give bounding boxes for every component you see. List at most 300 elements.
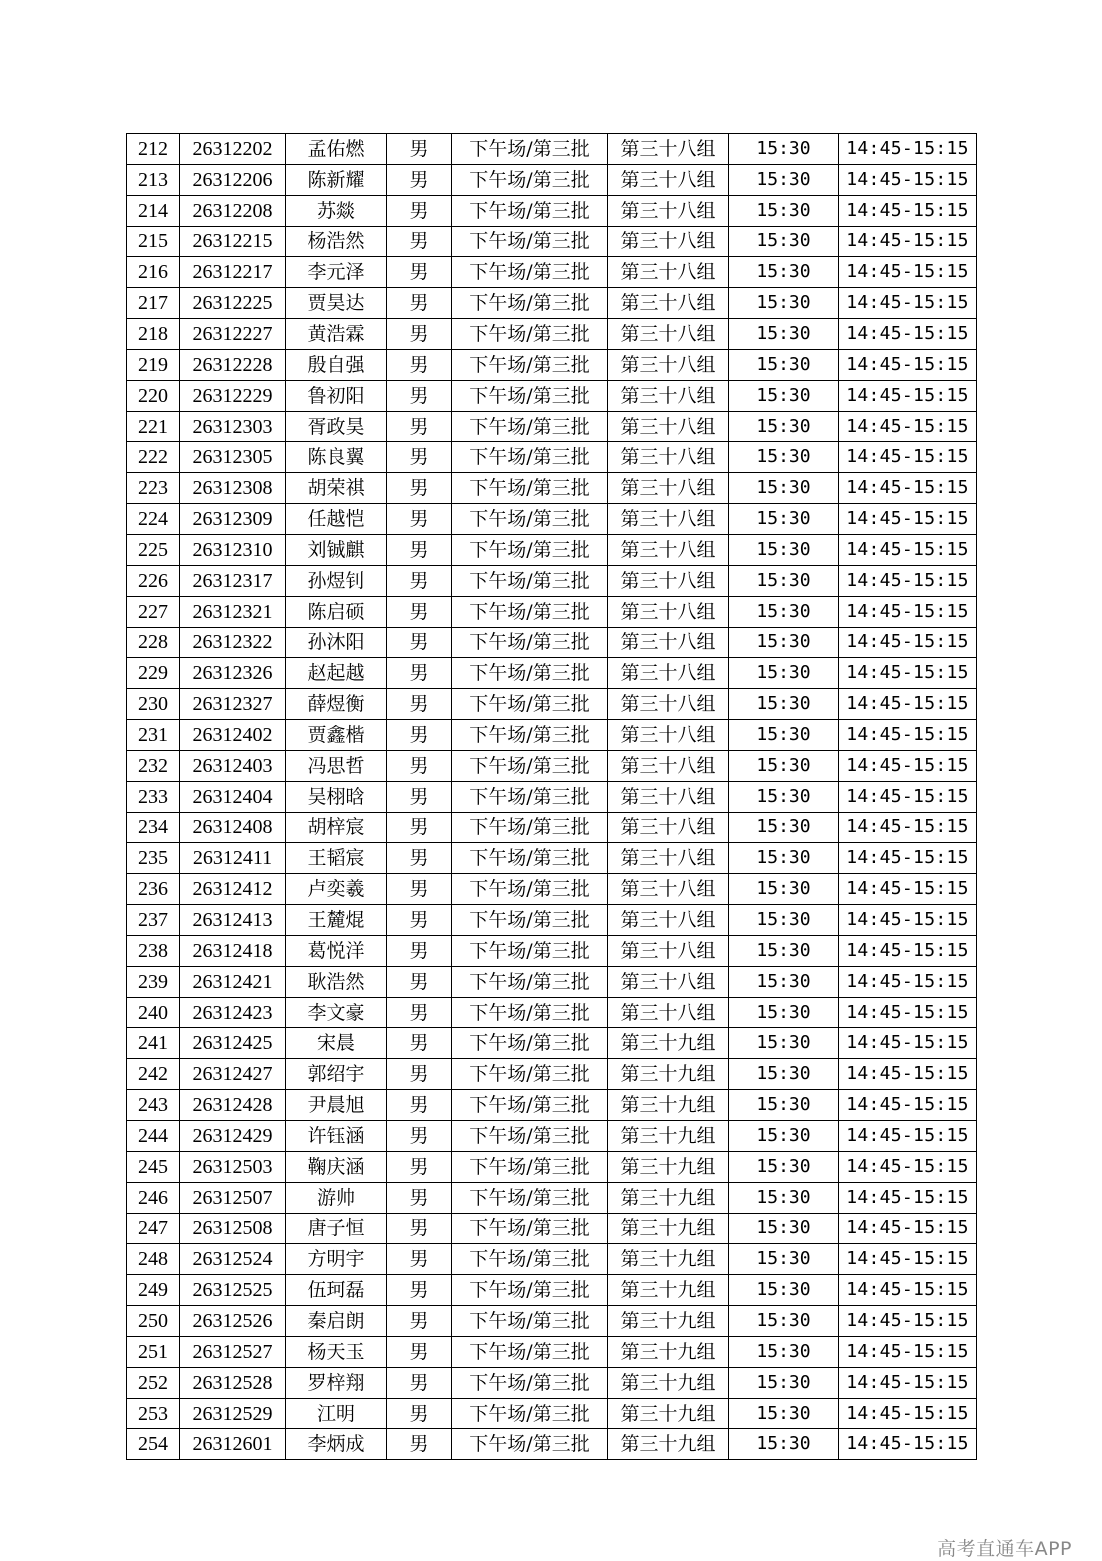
cell-time-window: 14:45-15:15 xyxy=(839,1090,977,1121)
cell-check-in-time: 15:30 xyxy=(729,966,839,997)
table-row xyxy=(127,720,977,751)
table-row xyxy=(127,1398,977,1429)
cell-group: 第三十八组 xyxy=(608,257,729,288)
cell-group: 第三十八组 xyxy=(608,689,729,720)
cell-session-batch: 下午场/第三批 xyxy=(452,1275,608,1306)
cell-session-batch: 下午场/第三批 xyxy=(452,473,608,504)
cell-serial-number: 250 xyxy=(127,1306,180,1337)
cell-time-window: 14:45-15:15 xyxy=(839,349,977,380)
cell-candidate-name: 胡梓宸 xyxy=(286,812,387,843)
cell-group: 第三十九组 xyxy=(608,1151,729,1182)
cell-time-window: 14:45-15:15 xyxy=(839,720,977,751)
cell-check-in-time: 15:30 xyxy=(729,380,839,411)
cell-session-batch: 下午场/第三批 xyxy=(452,905,608,936)
cell-candidate-name: 苏燚 xyxy=(286,195,387,226)
cell-candidate-name: 秦启朗 xyxy=(286,1306,387,1337)
cell-candidate-name: 赵起越 xyxy=(286,658,387,689)
cell-gender: 男 xyxy=(387,226,452,257)
cell-serial-number: 229 xyxy=(127,658,180,689)
cell-group: 第三十八组 xyxy=(608,596,729,627)
cell-time-window: 14:45-15:15 xyxy=(839,1028,977,1059)
cell-candidate-name: 陈启硕 xyxy=(286,596,387,627)
cell-time-window: 14:45-15:15 xyxy=(839,1367,977,1398)
cell-check-in-time: 15:30 xyxy=(729,1121,839,1152)
cell-candidate-name: 贾昊达 xyxy=(286,288,387,319)
cell-candidate-id: 26312208 xyxy=(180,195,286,226)
cell-gender: 男 xyxy=(387,1336,452,1367)
cell-check-in-time: 15:30 xyxy=(729,750,839,781)
cell-check-in-time: 15:30 xyxy=(729,812,839,843)
cell-check-in-time: 15:30 xyxy=(729,1028,839,1059)
cell-candidate-id: 26312317 xyxy=(180,565,286,596)
cell-session-batch: 下午场/第三批 xyxy=(452,1028,608,1059)
cell-candidate-name: 尹晨旭 xyxy=(286,1090,387,1121)
cell-check-in-time: 15:30 xyxy=(729,349,839,380)
cell-session-batch: 下午场/第三批 xyxy=(452,257,608,288)
table-row xyxy=(127,380,977,411)
cell-candidate-id: 26312508 xyxy=(180,1213,286,1244)
cell-time-window: 14:45-15:15 xyxy=(839,1182,977,1213)
cell-group: 第三十九组 xyxy=(608,1090,729,1121)
cell-serial-number: 246 xyxy=(127,1182,180,1213)
cell-group: 第三十八组 xyxy=(608,164,729,195)
cell-serial-number: 249 xyxy=(127,1275,180,1306)
cell-group: 第三十八组 xyxy=(608,781,729,812)
cell-serial-number: 226 xyxy=(127,565,180,596)
cell-candidate-id: 26312601 xyxy=(180,1429,286,1460)
cell-session-batch: 下午场/第三批 xyxy=(452,1367,608,1398)
cell-serial-number: 223 xyxy=(127,473,180,504)
cell-check-in-time: 15:30 xyxy=(729,627,839,658)
cell-check-in-time: 15:30 xyxy=(729,1275,839,1306)
cell-gender: 男 xyxy=(387,627,452,658)
cell-session-batch: 下午场/第三批 xyxy=(452,997,608,1028)
table-row xyxy=(127,812,977,843)
cell-serial-number: 238 xyxy=(127,935,180,966)
cell-candidate-name: 薛煜衡 xyxy=(286,689,387,720)
cell-gender: 男 xyxy=(387,1059,452,1090)
cell-check-in-time: 15:30 xyxy=(729,1336,839,1367)
cell-serial-number: 236 xyxy=(127,874,180,905)
cell-gender: 男 xyxy=(387,1244,452,1275)
cell-gender: 男 xyxy=(387,1121,452,1152)
cell-check-in-time: 15:30 xyxy=(729,442,839,473)
cell-candidate-name: 郭绍宇 xyxy=(286,1059,387,1090)
cell-group: 第三十八组 xyxy=(608,504,729,535)
cell-group: 第三十九组 xyxy=(608,1182,729,1213)
cell-time-window: 14:45-15:15 xyxy=(839,504,977,535)
cell-check-in-time: 15:30 xyxy=(729,1398,839,1429)
cell-candidate-id: 26312309 xyxy=(180,504,286,535)
cell-candidate-id: 26312429 xyxy=(180,1121,286,1152)
cell-time-window: 14:45-15:15 xyxy=(839,1121,977,1152)
cell-gender: 男 xyxy=(387,1306,452,1337)
cell-candidate-name: 贾鑫楷 xyxy=(286,720,387,751)
cell-time-window: 14:45-15:15 xyxy=(839,257,977,288)
cell-candidate-name: 李元泽 xyxy=(286,257,387,288)
cell-gender: 男 xyxy=(387,781,452,812)
cell-session-batch: 下午场/第三批 xyxy=(452,195,608,226)
cell-serial-number: 240 xyxy=(127,997,180,1028)
cell-time-window: 14:45-15:15 xyxy=(839,627,977,658)
cell-candidate-id: 26312228 xyxy=(180,349,286,380)
cell-serial-number: 235 xyxy=(127,843,180,874)
cell-session-batch: 下午场/第三批 xyxy=(452,164,608,195)
cell-session-batch: 下午场/第三批 xyxy=(452,442,608,473)
cell-session-batch: 下午场/第三批 xyxy=(452,380,608,411)
table-row xyxy=(127,442,977,473)
cell-candidate-id: 26312225 xyxy=(180,288,286,319)
cell-candidate-id: 26312217 xyxy=(180,257,286,288)
cell-serial-number: 242 xyxy=(127,1059,180,1090)
cell-candidate-id: 26312412 xyxy=(180,874,286,905)
cell-candidate-name: 王麓焜 xyxy=(286,905,387,936)
cell-gender: 男 xyxy=(387,905,452,936)
cell-gender: 男 xyxy=(387,812,452,843)
cell-candidate-name: 耿浩然 xyxy=(286,966,387,997)
cell-gender: 男 xyxy=(387,288,452,319)
cell-time-window: 14:45-15:15 xyxy=(839,195,977,226)
cell-gender: 男 xyxy=(387,966,452,997)
cell-gender: 男 xyxy=(387,1151,452,1182)
cell-candidate-name: 李文豪 xyxy=(286,997,387,1028)
cell-session-batch: 下午场/第三批 xyxy=(452,1429,608,1460)
table-row xyxy=(127,134,977,165)
cell-check-in-time: 15:30 xyxy=(729,1244,839,1275)
cell-candidate-name: 唐子恒 xyxy=(286,1213,387,1244)
table-row xyxy=(127,1151,977,1182)
cell-serial-number: 230 xyxy=(127,689,180,720)
cell-check-in-time: 15:30 xyxy=(729,164,839,195)
table-row xyxy=(127,1275,977,1306)
cell-candidate-name: 游帅 xyxy=(286,1182,387,1213)
cell-gender: 男 xyxy=(387,1028,452,1059)
cell-gender: 男 xyxy=(387,504,452,535)
cell-serial-number: 233 xyxy=(127,781,180,812)
table-row xyxy=(127,226,977,257)
cell-serial-number: 234 xyxy=(127,812,180,843)
table-row xyxy=(127,473,977,504)
cell-time-window: 14:45-15:15 xyxy=(839,658,977,689)
table-row xyxy=(127,1306,977,1337)
cell-candidate-id: 26312527 xyxy=(180,1336,286,1367)
cell-group: 第三十九组 xyxy=(608,1213,729,1244)
cell-candidate-id: 26312404 xyxy=(180,781,286,812)
cell-session-batch: 下午场/第三批 xyxy=(452,1121,608,1152)
cell-candidate-id: 26312413 xyxy=(180,905,286,936)
cell-session-batch: 下午场/第三批 xyxy=(452,134,608,165)
cell-check-in-time: 15:30 xyxy=(729,720,839,751)
cell-candidate-name: 杨浩然 xyxy=(286,226,387,257)
cell-time-window: 14:45-15:15 xyxy=(839,935,977,966)
cell-group: 第三十八组 xyxy=(608,720,729,751)
cell-session-batch: 下午场/第三批 xyxy=(452,1213,608,1244)
cell-session-batch: 下午场/第三批 xyxy=(452,627,608,658)
cell-session-batch: 下午场/第三批 xyxy=(452,1090,608,1121)
cell-group: 第三十九组 xyxy=(608,1429,729,1460)
cell-gender: 男 xyxy=(387,442,452,473)
cell-session-batch: 下午场/第三批 xyxy=(452,1398,608,1429)
cell-time-window: 14:45-15:15 xyxy=(839,1306,977,1337)
cell-group: 第三十九组 xyxy=(608,1059,729,1090)
cell-gender: 男 xyxy=(387,935,452,966)
cell-candidate-id: 26312421 xyxy=(180,966,286,997)
table-row xyxy=(127,627,977,658)
cell-serial-number: 221 xyxy=(127,411,180,442)
cell-gender: 男 xyxy=(387,319,452,350)
cell-check-in-time: 15:30 xyxy=(729,596,839,627)
cell-gender: 男 xyxy=(387,195,452,226)
cell-serial-number: 247 xyxy=(127,1213,180,1244)
cell-time-window: 14:45-15:15 xyxy=(839,905,977,936)
cell-check-in-time: 15:30 xyxy=(729,473,839,504)
cell-candidate-name: 刘铖麒 xyxy=(286,534,387,565)
cell-session-batch: 下午场/第三批 xyxy=(452,1244,608,1275)
table-row xyxy=(127,257,977,288)
cell-session-batch: 下午场/第三批 xyxy=(452,874,608,905)
cell-time-window: 14:45-15:15 xyxy=(839,874,977,905)
cell-check-in-time: 15:30 xyxy=(729,195,839,226)
cell-candidate-id: 26312423 xyxy=(180,997,286,1028)
cell-candidate-name: 孙煜钊 xyxy=(286,565,387,596)
cell-gender: 男 xyxy=(387,874,452,905)
table-row xyxy=(127,1121,977,1152)
cell-session-batch: 下午场/第三批 xyxy=(452,534,608,565)
cell-candidate-id: 26312402 xyxy=(180,720,286,751)
table-row xyxy=(127,874,977,905)
cell-serial-number: 219 xyxy=(127,349,180,380)
cell-time-window: 14:45-15:15 xyxy=(839,565,977,596)
cell-check-in-time: 15:30 xyxy=(729,1151,839,1182)
table-row xyxy=(127,534,977,565)
cell-time-window: 14:45-15:15 xyxy=(839,134,977,165)
cell-candidate-id: 26312528 xyxy=(180,1367,286,1398)
cell-check-in-time: 15:30 xyxy=(729,689,839,720)
cell-group: 第三十八组 xyxy=(608,349,729,380)
roster-table-body xyxy=(127,134,977,1460)
cell-time-window: 14:45-15:15 xyxy=(839,534,977,565)
cell-group: 第三十八组 xyxy=(608,565,729,596)
cell-group: 第三十八组 xyxy=(608,750,729,781)
cell-candidate-id: 26312303 xyxy=(180,411,286,442)
cell-candidate-id: 26312507 xyxy=(180,1182,286,1213)
cell-candidate-name: 鞠庆涵 xyxy=(286,1151,387,1182)
cell-serial-number: 248 xyxy=(127,1244,180,1275)
cell-serial-number: 215 xyxy=(127,226,180,257)
cell-session-batch: 下午场/第三批 xyxy=(452,226,608,257)
table-row xyxy=(127,1244,977,1275)
cell-gender: 男 xyxy=(387,411,452,442)
cell-check-in-time: 15:30 xyxy=(729,1182,839,1213)
cell-group: 第三十八组 xyxy=(608,411,729,442)
table-row xyxy=(127,349,977,380)
table-row xyxy=(127,750,977,781)
cell-session-batch: 下午场/第三批 xyxy=(452,1182,608,1213)
cell-time-window: 14:45-15:15 xyxy=(839,226,977,257)
cell-serial-number: 244 xyxy=(127,1121,180,1152)
cell-gender: 男 xyxy=(387,1367,452,1398)
cell-session-batch: 下午场/第三批 xyxy=(452,504,608,535)
cell-time-window: 14:45-15:15 xyxy=(839,473,977,504)
cell-candidate-id: 26312418 xyxy=(180,935,286,966)
cell-group: 第三十八组 xyxy=(608,935,729,966)
cell-serial-number: 225 xyxy=(127,534,180,565)
cell-candidate-id: 26312321 xyxy=(180,596,286,627)
cell-candidate-name: 冯思哲 xyxy=(286,750,387,781)
cell-group: 第三十九组 xyxy=(608,1244,729,1275)
cell-candidate-id: 26312310 xyxy=(180,534,286,565)
table-row xyxy=(127,1213,977,1244)
cell-check-in-time: 15:30 xyxy=(729,257,839,288)
cell-serial-number: 228 xyxy=(127,627,180,658)
cell-candidate-name: 胡荣祺 xyxy=(286,473,387,504)
cell-gender: 男 xyxy=(387,565,452,596)
cell-candidate-id: 26312308 xyxy=(180,473,286,504)
table-row xyxy=(127,1090,977,1121)
cell-candidate-id: 26312526 xyxy=(180,1306,286,1337)
cell-gender: 男 xyxy=(387,997,452,1028)
cell-candidate-name: 葛悦洋 xyxy=(286,935,387,966)
table-row xyxy=(127,689,977,720)
cell-group: 第三十八组 xyxy=(608,658,729,689)
cell-time-window: 14:45-15:15 xyxy=(839,411,977,442)
cell-candidate-id: 26312326 xyxy=(180,658,286,689)
cell-candidate-id: 26312403 xyxy=(180,750,286,781)
cell-group: 第三十八组 xyxy=(608,874,729,905)
cell-group: 第三十九组 xyxy=(608,1398,729,1429)
cell-candidate-name: 孟佑燃 xyxy=(286,134,387,165)
cell-check-in-time: 15:30 xyxy=(729,905,839,936)
cell-serial-number: 222 xyxy=(127,442,180,473)
cell-serial-number: 224 xyxy=(127,504,180,535)
cell-group: 第三十九组 xyxy=(608,1336,729,1367)
cell-gender: 男 xyxy=(387,349,452,380)
cell-candidate-id: 26312202 xyxy=(180,134,286,165)
cell-group: 第三十九组 xyxy=(608,1306,729,1337)
cell-group: 第三十八组 xyxy=(608,843,729,874)
cell-group: 第三十八组 xyxy=(608,288,729,319)
cell-serial-number: 232 xyxy=(127,750,180,781)
cell-candidate-name: 孙沐阳 xyxy=(286,627,387,658)
cell-time-window: 14:45-15:15 xyxy=(839,596,977,627)
cell-check-in-time: 15:30 xyxy=(729,1090,839,1121)
cell-serial-number: 227 xyxy=(127,596,180,627)
cell-session-batch: 下午场/第三批 xyxy=(452,565,608,596)
cell-gender: 男 xyxy=(387,750,452,781)
cell-candidate-name: 殷自强 xyxy=(286,349,387,380)
table-row xyxy=(127,1028,977,1059)
cell-session-batch: 下午场/第三批 xyxy=(452,1306,608,1337)
cell-serial-number: 237 xyxy=(127,905,180,936)
cell-candidate-name: 宋晨 xyxy=(286,1028,387,1059)
cell-time-window: 14:45-15:15 xyxy=(839,1059,977,1090)
cell-serial-number: 241 xyxy=(127,1028,180,1059)
cell-group: 第三十九组 xyxy=(608,1275,729,1306)
table-row xyxy=(127,565,977,596)
cell-candidate-name: 杨天玉 xyxy=(286,1336,387,1367)
cell-time-window: 14:45-15:15 xyxy=(839,319,977,350)
cell-check-in-time: 15:30 xyxy=(729,781,839,812)
cell-session-batch: 下午场/第三批 xyxy=(452,1151,608,1182)
cell-group: 第三十九组 xyxy=(608,1121,729,1152)
cell-session-batch: 下午场/第三批 xyxy=(452,966,608,997)
cell-check-in-time: 15:30 xyxy=(729,226,839,257)
cell-serial-number: 253 xyxy=(127,1398,180,1429)
table-row xyxy=(127,843,977,874)
cell-candidate-name: 李炳成 xyxy=(286,1429,387,1460)
cell-session-batch: 下午场/第三批 xyxy=(452,720,608,751)
cell-session-batch: 下午场/第三批 xyxy=(452,596,608,627)
cell-session-batch: 下午场/第三批 xyxy=(452,781,608,812)
cell-gender: 男 xyxy=(387,596,452,627)
cell-time-window: 14:45-15:15 xyxy=(839,781,977,812)
table-row xyxy=(127,781,977,812)
cell-serial-number: 243 xyxy=(127,1090,180,1121)
cell-candidate-id: 26312428 xyxy=(180,1090,286,1121)
cell-gender: 男 xyxy=(387,658,452,689)
cell-gender: 男 xyxy=(387,1213,452,1244)
cell-check-in-time: 15:30 xyxy=(729,565,839,596)
cell-candidate-id: 26312305 xyxy=(180,442,286,473)
cell-session-batch: 下午场/第三批 xyxy=(452,750,608,781)
cell-serial-number: 245 xyxy=(127,1151,180,1182)
cell-gender: 男 xyxy=(387,843,452,874)
table-row xyxy=(127,596,977,627)
table-row xyxy=(127,164,977,195)
cell-time-window: 14:45-15:15 xyxy=(839,1336,977,1367)
cell-session-batch: 下午场/第三批 xyxy=(452,689,608,720)
cell-session-batch: 下午场/第三批 xyxy=(452,658,608,689)
cell-check-in-time: 15:30 xyxy=(729,534,839,565)
cell-time-window: 14:45-15:15 xyxy=(839,966,977,997)
cell-serial-number: 251 xyxy=(127,1336,180,1367)
cell-time-window: 14:45-15:15 xyxy=(839,1275,977,1306)
cell-candidate-id: 26312327 xyxy=(180,689,286,720)
cell-time-window: 14:45-15:15 xyxy=(839,843,977,874)
cell-serial-number: 239 xyxy=(127,966,180,997)
cell-check-in-time: 15:30 xyxy=(729,1059,839,1090)
cell-gender: 男 xyxy=(387,1429,452,1460)
cell-candidate-id: 26312525 xyxy=(180,1275,286,1306)
cell-group: 第三十八组 xyxy=(608,534,729,565)
cell-serial-number: 217 xyxy=(127,288,180,319)
cell-candidate-name: 王韬宸 xyxy=(286,843,387,874)
cell-group: 第三十八组 xyxy=(608,195,729,226)
cell-check-in-time: 15:30 xyxy=(729,504,839,535)
cell-serial-number: 231 xyxy=(127,720,180,751)
cell-candidate-name: 陈良翼 xyxy=(286,442,387,473)
cell-candidate-name: 许钰涵 xyxy=(286,1121,387,1152)
cell-group: 第三十八组 xyxy=(608,134,729,165)
cell-candidate-id: 26312229 xyxy=(180,380,286,411)
table-row xyxy=(127,288,977,319)
cell-gender: 男 xyxy=(387,134,452,165)
cell-group: 第三十八组 xyxy=(608,319,729,350)
cell-session-batch: 下午场/第三批 xyxy=(452,349,608,380)
cell-gender: 男 xyxy=(387,164,452,195)
cell-gender: 男 xyxy=(387,1398,452,1429)
cell-session-batch: 下午场/第三批 xyxy=(452,812,608,843)
cell-session-batch: 下午场/第三批 xyxy=(452,411,608,442)
table-row xyxy=(127,411,977,442)
cell-time-window: 14:45-15:15 xyxy=(839,1151,977,1182)
cell-candidate-name: 方明宇 xyxy=(286,1244,387,1275)
cell-gender: 男 xyxy=(387,1090,452,1121)
cell-group: 第三十九组 xyxy=(608,1367,729,1398)
cell-candidate-name: 鲁初阳 xyxy=(286,380,387,411)
cell-candidate-id: 26312322 xyxy=(180,627,286,658)
cell-serial-number: 213 xyxy=(127,164,180,195)
